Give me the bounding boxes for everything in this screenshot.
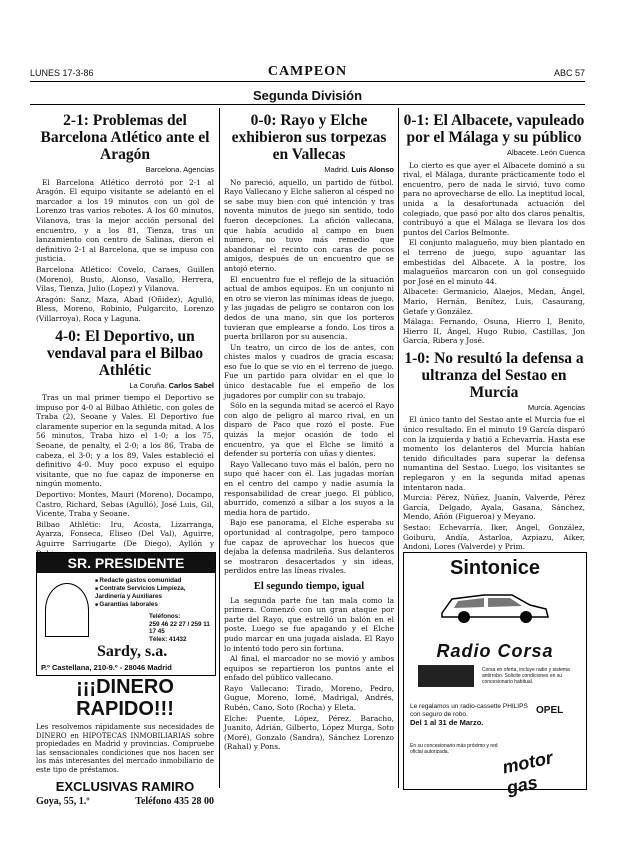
lineup-barcelona: Barcelona Atlético: Covelo, Caraes, Guillen (Moreno), Busto, Alonso, Vasallo, Herrera, Vilas, Tienza, Julio (Lopez) y Vilanova. [36,264,214,294]
byline-author: Luis Alonso [351,165,394,174]
issue-date: LUNES 17-3-86 [30,68,94,78]
article-paragraph: El conjunto malagueño, muy bien plantado en el terreno de juego, supo aguantar las embestidas del Albacete. A la postre, los malagueños marcaron con un gol conseguido por José en el minuto 44. [403,238,585,286]
article-paragraph: Bajo ese panorama, el Elche esperaba su oportunidad al contragolpe, pero tampoco fue capaz de aprovechar los huecos que dejaba la defensa madrileña. Sus delanteros se mostraron desacertados y sin ideas, perdidos entre las líneas rivales. [224,518,394,576]
lineup-bilbao: Bilbao Athlétic: Iru, Acosta, Lizarranga, Ayarza, Fonseca, Eliseo (Del Val), Aguirre, Aguirre Sarriugarte (De Diego), Ayllón y [36,519,214,548]
article-byline: Murcia. Agencias [527,402,585,412]
lineup-murcia: Murcia: Pérez, Núñez, Juanín, Valverde, Pérez García, Delgado, Ayala, Gasana, Sánchez, Mendo, Añón (Figueroa) y Meyano. [403,493,585,522]
byline-location: Madrid. [324,165,350,174]
article-byline: Albacete. León Cuenca [507,148,585,157]
article-paragraph: Sólo en la segunda mitad se acercó el Rayo con algo de peligro al marco rival, en un disparo de Paco que rozó el poste. Fue quizás la mejor ocasión de todo el encuentro, ya que el Elche se limitó a defender su portería con uñas y dientes. [224,401,394,459]
byline-location: La Coruña. [129,380,167,390]
ad-phone: Teléfono 435 28 00 [135,795,214,807]
article-headline: 4-0: El Deportivo, un vendaval para el Bilbao Athlétic [46,327,204,379]
article-headline: 1-0: No resultó la defensa a ultranza del Sestao en Murcia [404,349,584,401]
ad-text: Les resolvemos rápidamente sus necesidades de DINERO en HIPOTECAS INMOBILIARIAS sobre propiedades en Madrid y provincias. Compruebe las sensacionales condiciones que nos hacen ser los más interesantes del mercado inmobiliario de este tipo de préstamos. [36,723,214,774]
article-paragraph: Rayo Vallecano tuvo más el balón, pero no supo qué hacer con él. Las jugadas morían en el centro del campo y nadie asumía la responsabilidad de crear juego. El público, aburrido, comenzó a silbar a los suyos a la media hora de partido. [224,459,394,517]
article-headline: 0-0: Rayo y Elche exhibieron sus torpezas en Vallecas [231,112,387,163]
lineup-deportivo: Deportivo: Montes, Mauri (Moreno), Docampo, Castro, Richard, Sebas (Agulló), José Luis, Gil, Vicente, Traba y Seoane. [36,490,214,519]
building-logo-icon [45,583,89,637]
article-headline: 2-1: Problemas del Barcelona Atlético ante el Aragón [40,112,210,163]
article-subhead: El segundo tiempo, igual [253,580,365,592]
radio-cassette-icon [418,665,474,687]
ad-radio-title: Radio Corsa [436,641,554,661]
article-paragraph: El Barcelona Atlético derrotó por 2-1 al Aragón. El equipo visitante se adelantó en el marcador a los 19 minutos con un gol de Lorenzo tras varios rebotes. A los 60 minutos, Vilanova, tras la mejor acción personal del encuentro, y a los 81, Tienza, tras un lanzamiento con centro de Salinas, dieron el definitivo 2-1 al Barcelona, que se impuso con justicia. [36,177,214,264]
ad-service-item: ■ Contrate Servicios Limpieza, Jardinería y Auxiliares [95,585,215,601]
phones-label: Teléfonos: [149,613,181,620]
article-paragraph: El encuentro fue el reflejo de la situación actual de ambos equipos. En un conjunto ni en otro se vieron las mínimas ideas de juego, y las jugadas de peligro se contaron con los dedos de una mano, sin que los porteros tuvieran que emplearse a fondo. Los tiros a puerta brillaron por su ausencia. [224,274,394,342]
article-headline: 0-1: El Albacete, vapuleado por el Málaga y su público [403,112,585,146]
column-divider [398,108,399,788]
article-paragraph: Al final, el marcador no se movió y ambos equipos se repartieron los puntos ante el enfado del público vallecano. [224,654,394,683]
page-header [30,64,585,80]
ad-phones [149,613,215,643]
lineup-albacete: Albacete: Germanicio, Alaejos, Medan, Ángel, Mario, Hernán, Benítez, Luis, Casaurang, Getafe y González. [403,287,585,316]
article-paragraph: La segunda parte fue tan mala como la primera. Comenzó con un gran ataque por parte del Rayo, que estrelló un balón en el poste. Luego se fue apagando y el Elche pudo marcar en una jugada aislada. El Rayo lo intentó todo pero sin fortuna. [224,595,394,653]
lineup-rayo: Rayo Vallecano: Tirado, Moreno, Pedro, Gugue, Moreno, Iomé, Madrigal, Andrés, Rubén, Cano, Soto (Rocha) y Eleta. [224,683,394,713]
ad-address: P.º Castellana, 210-9.º - 28046 Madrid [41,663,172,672]
ad-footer [36,796,214,807]
lineup-aragon: Aragón: Sanz, Maza, Abad (Oñidez), Agulló, Bless, Moreno, Robinio, Pulgarcito, Lorenzo (Villarroya), Roca y Laguna. [36,294,214,323]
phones-value: 259 46 22 27 / 259 11 17 45 [149,620,210,635]
subtitle-rule [30,104,585,105]
ad-presidente [36,552,216,676]
column-1 [36,108,214,548]
ad-motor-logo: motor gas [500,747,555,799]
ad-brand: EXCLUSIVAS RAMIRO [55,778,195,794]
article-paragraph: Un teatro, un circo de los de antes, con chistes malos y cuadros de gracia escasa; eso fue lo que se vio en el terreno de juego. Fue un partido para olvidar en el que lo único destacable fue el empeño de los jugadores por cumplir con su trabajo. [224,342,394,400]
opel-logo: OPEL [536,705,564,716]
article-paragraph: El único tanto del Sestao ante el Murcia fue el único resultado. En el minuto 19 García disparó con la izquierda y batió a Echevarría. Hasta ese momento los delanteros del Murcia habían tenido dificultades para superar la defensa numantina del Sestao. Luego, los visitantes se replegaron y en la segunda mitad apenas intentaron nada. [403,415,585,492]
column-divider [219,108,220,788]
page-number: ABC 57 [553,68,585,78]
section-title: CAMPEON [267,64,348,79]
article-byline: Barcelona. Agencias [145,165,214,174]
car-icon [434,585,554,625]
article-paragraph: Tras un mal primer tiempo el Deportivo se impuso por 4-0 al Bilbao Athlétic, con goles de Traba (2), Seoane y Vales. El Deportivo fue claramente superior en la segunda mitad. A los 56 minutos, Traba hizo el 1-0; a los 75, Seoane, de penalty, el 2-0; a los 86, Traba de cabeza, el 3-0; y a los 89, Vales estableció el definitivo 4-0. Muy poco expuso el equipo visitante, que no fue capaz de imponerse en ningún momento. [36,393,214,489]
ad-title: SR. PRESIDENTE [37,553,215,573]
ad-title: Sintonice [449,557,540,579]
ad-sintonice [403,552,587,799]
ad-title: ¡¡¡DINERO RAPIDO!!! [76,676,174,720]
ad-services-list [95,577,215,609]
ad-service-item: ■ Garantías laborales [95,601,215,609]
ad-address: Goya, 55, 1.º [36,795,90,807]
ad-offer [410,703,530,728]
lineup-malaga: Málaga: Fernando, Osuna, Hierro I, Benito, Hierro II, Ángel, Hugo Rubio, Castillas, Jon García, Ribera y José. [403,317,585,346]
article-byline [224,165,394,175]
article-paragraph: Lo cierto es que ayer el Albacete dominó a su rival, el Málaga, durante prácticamente todo el encuentro, pero de nada le sirvió, tuvo como para no aprovecharse de ello. La ineptitud local, unida a la desafortunada actuación del colegiado, que pasó por alto dos claros penaltis, contribuyó a que el Málaga se llevara los dos puntos del Carlos Belmonte. [403,160,585,237]
column-2 [224,108,394,788]
ad-brand: Sardy, s.a. [97,643,168,660]
section-subtitle: Segunda División [252,88,363,103]
ad-dinero [36,676,214,807]
ad-offer-date: Del 1 al 31 de Marzo. [410,718,484,727]
telex-value: Télex: 41432 [149,635,187,643]
ad-service-item: ■ Redacte gastos comunidad [95,577,215,585]
lineup-elche: Elche: Puente, López, Pérez, Baracho, Juanito, Adrián, Gilberto, López Murga, Soto (Moré), Gonzalo (Sandra), Sánchez Lorenzo (Rahal) y Pons. [224,713,394,752]
byline-author: Carlos Sabel [168,380,214,390]
article-paragraph: No pareció, aquello, un partido de fútbol. Rayo Vallecano y Elche salieron al césped no se sabe muy bien con qué intención y tras noventa minutos de juego sin sentido, todo fueron decepciones. La afición vallecana, que había acudido al campo en buen número, no tuvo más remedio que abandonar el recinto con caras de pocos amigos, después de un encuentro que se antojó eterno. [224,177,394,273]
ad-radio-text: Corsa en oferta, incluye radio y sistema antirrobo. Solicite condiciones en su concesionario habitual. [482,667,570,685]
column-3 [403,108,585,552]
ad-foot: En su concesionario más próximo y red oficial autorizada. [410,743,498,755]
header-rule [30,81,585,82]
lineup-sestao: Sestao: Echevarría, Iker, Angel, González, Goiburu, Andía, Astarloa, Azpiazu, Aiker, Andoni, Lores (Valverde) y Prim. [403,523,585,552]
ad-offer-head: Le regalamos un radio-cassette PHILIPS con seguro de robo. [410,703,528,718]
article-byline [36,381,214,391]
